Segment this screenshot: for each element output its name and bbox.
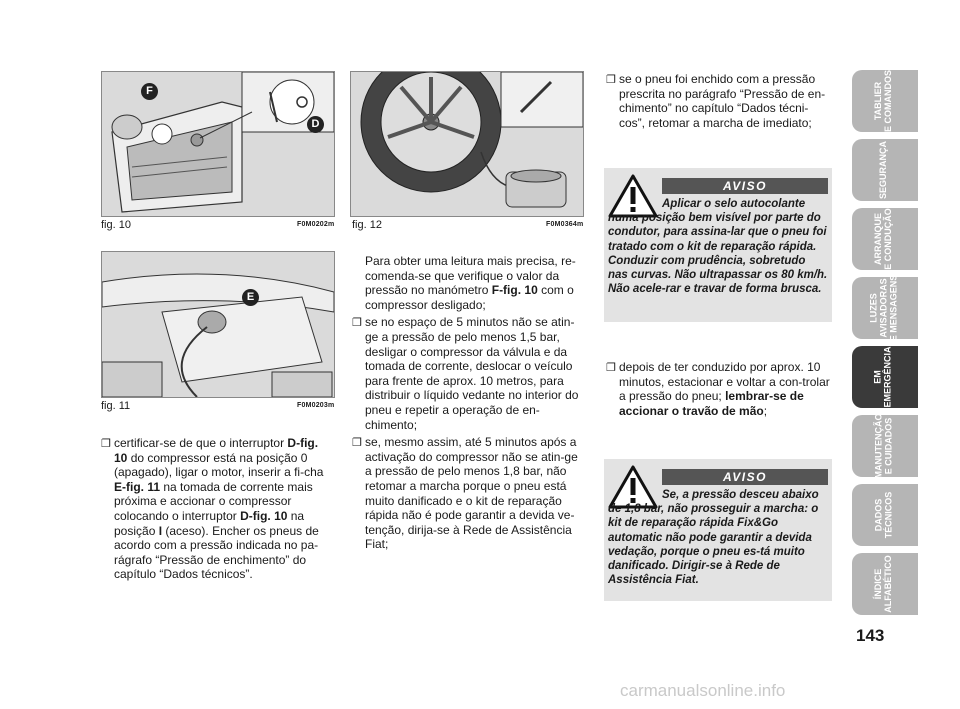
- bullet-1-8-bar: [352, 435, 585, 552]
- text: na tomada de corrente mais próxima e accionar o compressor colocando o interruptor: [114, 479, 313, 523]
- column-2-text: [352, 254, 585, 552]
- figure-12-image: [350, 71, 584, 217]
- tab-manutencao[interactable]: [852, 415, 918, 477]
- tab-indice[interactable]: [852, 553, 918, 615]
- text: do compressor está na posição 0 (apagado), ligar o motor, inserir a fi-cha: [114, 450, 324, 480]
- bullet-check-pressure: [606, 360, 832, 418]
- warning-header: AVISO: [662, 469, 828, 485]
- ref-f-fig10: F-fig. 10: [491, 283, 538, 298]
- text: se o pneu foi enchido com a pressão prescrita no parágrafo “Pressão de en-chimento” no capítulo “Dados técni-cos”, retomar a marcha de imediato;: [619, 72, 826, 130]
- bullet-resume-driving: [606, 72, 832, 130]
- checkbox-bullet-icon: ❐: [606, 362, 616, 374]
- figure-12-code: F0M0364m: [546, 221, 584, 228]
- ref-d-fig10: D-fig. 10: [114, 436, 319, 465]
- text: depois de ter conduzido por aprox. 10 minutos, estacionar e voltar a con-trolar a pressão do pneu;: [619, 360, 830, 404]
- tab-seguranca[interactable]: [852, 139, 918, 201]
- page-number: 143: [856, 626, 885, 645]
- socket-illustration: [102, 252, 334, 397]
- checkbox-bullet-icon: ❐: [101, 438, 111, 450]
- text: (aceso). Encher os pneus de acordo com a pressão indicada no pa-rágrafo “Pressão de enchimento” do capítulo “Dados técnicos”.: [114, 523, 319, 582]
- figure-10-image: [101, 71, 335, 217]
- tab-tablier[interactable]: [852, 70, 918, 132]
- figure-11-code: F0M0203m: [297, 402, 335, 409]
- compressor-illustration: [102, 72, 334, 216]
- column-3-text-middle: [606, 360, 832, 418]
- tab-label: SEGURANÇA: [877, 140, 888, 200]
- text: na posição: [114, 508, 305, 538]
- tab-emergencia[interactable]: [852, 346, 918, 408]
- figure-11-label: fig. 11: [101, 400, 131, 412]
- callout-d: D: [307, 116, 324, 133]
- tab-label: EM EMERGÊNCIA: [872, 346, 893, 408]
- warning-text: Se, a pressão desceu abaixo de 1,8 bar, não prosseguir a marcha: o kit de reparação rápida Fix&Go automatic não pode garantir a devida vedação, porque o pneu es-tá muito danificado. Dirigir-se à Rede de Assistência Fiat.: [608, 489, 819, 587]
- column-1-text: [101, 436, 334, 582]
- figure-10-label: fig. 10: [101, 219, 131, 231]
- handbrake-reminder: lembrar-se de accionar o travão de mão: [619, 389, 804, 418]
- callout-e: E: [242, 289, 259, 306]
- position-i: I: [158, 523, 163, 538]
- text: Para obter uma leitura mais precisa, re-comenda-se que verifique o valor da pressão no manómetro: [365, 254, 576, 298]
- warning-header: AVISO: [662, 178, 828, 194]
- ref-e-fig11: E-fig. 11: [114, 479, 161, 494]
- tab-label: ARRANQUE E CONDUÇÃO: [872, 208, 893, 270]
- tab-label: ÍNDICE ALFABÉTICO: [873, 555, 893, 613]
- callout-f: F: [141, 83, 158, 100]
- tab-label: TABLIER E COMANDOS: [873, 69, 894, 133]
- watermark: carmanualsonline.info: [620, 681, 786, 700]
- bullet-1-5-bar: [352, 315, 585, 432]
- column-3-text-top: [606, 72, 832, 130]
- tab-luzes[interactable]: [852, 274, 918, 342]
- ref-d-fig10: D-fig. 10: [240, 508, 288, 523]
- checkbox-bullet-icon: ❐: [352, 437, 362, 450]
- warning-text: Aplicar o selo autocolante numa posição bem visível por parte do condutor, para assina-lar que o pneu foi tratado com o kit de reparação rápida. Conduzir com prudência, sobretudo nas curvas. Não ultrapassar os 80 km/h. Não acele-rar e travar de forma brusca.: [608, 198, 828, 296]
- tab-label: DADOS TÉCNICOS: [872, 491, 893, 539]
- tyre-inflation-illustration: [351, 72, 583, 216]
- figure-12-label: fig. 12: [352, 219, 382, 231]
- warning-box-1: [604, 168, 832, 322]
- checkbox-bullet-icon: ❐: [606, 74, 616, 86]
- paragraph-reading: [352, 254, 585, 312]
- figure-11-image: [101, 251, 335, 398]
- tab-arranque[interactable]: [852, 208, 918, 270]
- tab-label: LUZES AVISADORAS E MENSAGENS: [868, 274, 899, 342]
- warning-box-2: [604, 459, 832, 601]
- text: certificar-se de que o interruptor: [114, 436, 288, 450]
- text: se no espaço de 5 minutos não se atin-ge a pressão de pelo menos 1,5 bar, desligar o compressor da válvula e da tomada de corrente, deslocar o veículo para frente de aprox. 10 metros, para distribuir o líquido vedante no interior do pneu e repetir a operação de en-chimento;: [365, 315, 579, 432]
- figure-10-code: F0M0202m: [297, 221, 335, 228]
- text: com o compressor desligado;: [365, 283, 574, 312]
- text: ;: [763, 403, 768, 418]
- bullet-switch-on: [101, 436, 334, 582]
- checkbox-bullet-icon: ❐: [352, 317, 362, 330]
- tab-dados[interactable]: [852, 484, 918, 546]
- text: se, mesmo assim, até 5 minutos após a activação do compressor não se atin-ge a pressão de pelo menos 1,8 bar, não retomar a marcha porque o pneu está muito danificado e o kit de reparação rápida não é pode garantir a devida ve-tenção, dirija-se à Rede de Assistência Fiat;: [365, 435, 578, 552]
- tab-label: MANUTENÇÃO E CUIDADOS: [873, 413, 893, 479]
